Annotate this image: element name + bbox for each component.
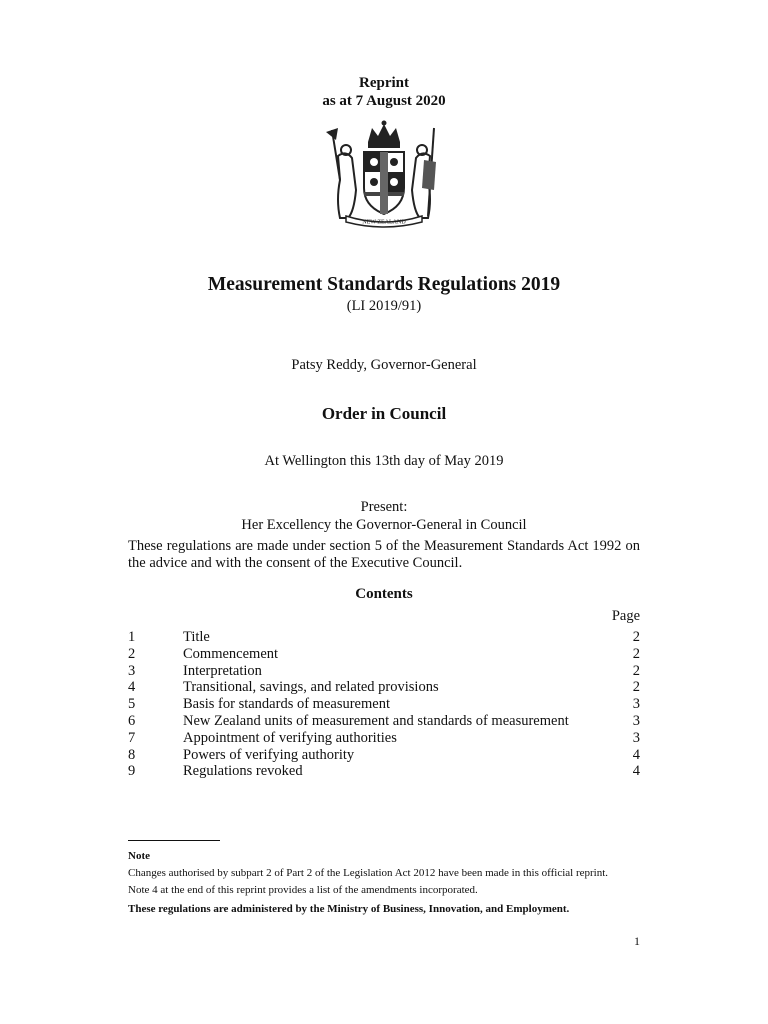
toc-number: 2: [128, 645, 136, 662]
note-heading: Note: [128, 850, 150, 862]
toc-page: 2: [632, 629, 640, 645]
toc-title[interactable]: Title: [183, 629, 210, 645]
toc-title[interactable]: Interpretation: [183, 662, 262, 679]
note-line-3: These regulations are administered by the Ministry of Business, Innovation, and Employment.: [128, 903, 570, 915]
toc-title[interactable]: Basis for standards of measurement: [183, 696, 390, 713]
toc-page: 3: [632, 712, 640, 729]
toc-page: 4: [632, 746, 640, 763]
toc-row[interactable]: [128, 663, 640, 680]
toc-number: 4: [128, 679, 136, 696]
toc-title[interactable]: Appointment of verifying authorities: [183, 729, 397, 746]
toc-page: 4: [632, 763, 640, 780]
toc-page: 2: [632, 645, 640, 662]
toc-row[interactable]: [128, 696, 640, 713]
at-wellington: At Wellington this 13th day of May 2019: [264, 453, 504, 469]
toc-number: 7: [128, 729, 136, 746]
toc-row[interactable]: [128, 679, 640, 696]
contents-heading: Contents: [355, 586, 413, 602]
toc-title[interactable]: Powers of verifying authority: [183, 746, 355, 763]
toc-title[interactable]: Transitional, savings, and related provisions: [183, 679, 439, 696]
intro-paragraph: These regulations are made under section 5 of the Measurement Standards Act 1992 on the advice and with the consent of the Executive Council.: [128, 538, 640, 571]
table-of-contents: [128, 629, 640, 780]
toc-number: 5: [128, 696, 136, 713]
order-heading: Order in Council: [321, 404, 447, 423]
toc-number: 1: [128, 629, 136, 645]
present-block: [0, 498, 768, 534]
crest-motto: NEW ZEALAND: [362, 219, 406, 226]
toc-row[interactable]: [128, 730, 640, 747]
document-title: Measurement Standards Regulations 2019: [207, 274, 561, 295]
reprint-header: [0, 74, 768, 110]
toc-title[interactable]: New Zealand units of measurement and standards of measurement: [183, 712, 569, 729]
reprint-label: Reprint: [359, 75, 409, 91]
toc-number: 3: [128, 662, 136, 679]
note-line-2: Note 4 at the end of this reprint provides a list of the amendments incorporated.: [128, 884, 478, 896]
li-number: (LI 2019/91): [346, 298, 422, 314]
toc-number: 6: [128, 712, 136, 729]
toc-page: 2: [632, 662, 640, 679]
note-line-1: Changes authorised by subpart 2 of Part 2 of the Legislation Act 2012 have been made in this official reprint.: [128, 867, 609, 879]
governor-general: Patsy Reddy, Governor-General: [291, 357, 477, 373]
toc-row[interactable]: [128, 646, 640, 663]
toc-page: 3: [632, 729, 640, 746]
toc-number: 8: [128, 746, 136, 763]
toc-row[interactable]: [128, 763, 640, 780]
page-column-heading: Page: [611, 608, 640, 624]
toc-row[interactable]: [128, 629, 640, 646]
toc-page: 3: [632, 696, 640, 713]
nz-coat-of-arms-icon: [318, 120, 450, 230]
footnote-divider: [128, 840, 220, 841]
toc-title[interactable]: Commencement: [183, 645, 279, 662]
present-label: Present:: [360, 499, 408, 515]
reprint-date: as at 7 August 2020: [322, 93, 446, 109]
page-number: 1: [634, 934, 640, 948]
toc-row[interactable]: [128, 713, 640, 730]
toc-row[interactable]: [128, 747, 640, 764]
toc-number: 9: [128, 763, 136, 780]
present-text: Her Excellency the Governor-General in Council: [241, 517, 527, 533]
toc-title[interactable]: Regulations revoked: [183, 763, 303, 780]
toc-page: 2: [632, 679, 640, 696]
